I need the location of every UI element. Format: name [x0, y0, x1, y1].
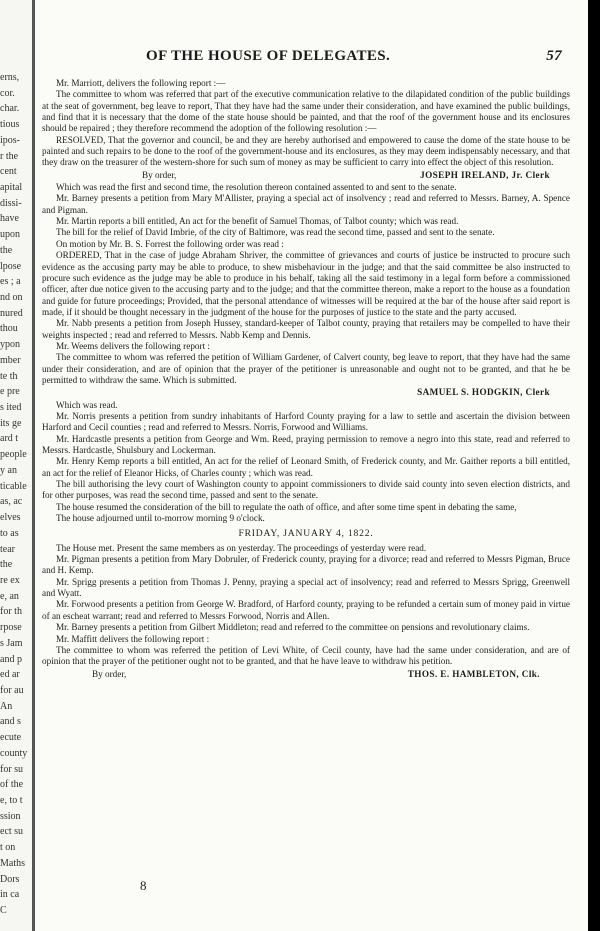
margin-fragment: people: [0, 449, 27, 460]
journal-paragraph: Mr. Forwood presents a petition from George W. Bradford, of Harford county, praying to be refunded a certain sum of money paid in virtue of an escheat warrant; read and referred to Messrs Forwood, Norris and Allen.: [42, 599, 570, 621]
journal-paragraph: Mr. Hardcastle presents a petition from George and Wm. Reed, praying permission to remove a negro into this state, read and referred to Messrs. Hardcastle, Shulsbury and Lockerman.: [42, 433, 570, 455]
margin-fragment: to as: [0, 528, 19, 539]
margin-fragment: char.: [0, 103, 20, 114]
journal-paragraph: Mr. Henry Kemp reports a bill entitled, An act for the relief of Leonard Smith, of Frederick county, and Mr. Gaither reports a bill entitled, an act for the relief of Eleanor Hicks, of Charles county ; which was read.: [42, 456, 570, 478]
journal-paragraph: Mr. Barney presents a petition from Gilbert Middleton; read and referred to the committee on pensions and revolutionary claims.: [56, 622, 530, 633]
margin-fragment: ecute: [0, 732, 22, 743]
margin-fragment: e, an: [0, 591, 19, 602]
facing-page-margin: [0, 0, 33, 931]
margin-fragment: ticable: [0, 481, 27, 492]
journal-paragraph: Mr. Maffitt delivers the following report :: [56, 633, 210, 644]
margin-fragment: nd on: [0, 292, 23, 303]
margin-fragment: mber: [0, 355, 21, 366]
margin-fragment: dissi-: [0, 198, 22, 209]
margin-fragment: nured: [0, 308, 23, 319]
margin-fragment: thou: [0, 323, 18, 334]
margin-fragment: and s: [0, 716, 21, 727]
page-title: OF THE HOUSE OF DELEGATES.: [146, 48, 391, 64]
journal-paragraph: The committee to whom was referred that part of the executive communication relative to the dilapidated condition of the public buildings at the seat of government, beg leave to report, That they have had the same under their consideration, and have examined the public buildings, and find that it is necessary that the dome of the state house should be painted, and that the roof of the government house and its enclosures should be repaired ; they therefore recommend the adoption of the following resolution :—: [42, 89, 570, 134]
margin-fragment: es ; a: [0, 276, 21, 287]
by-order-label: By order,: [92, 668, 127, 679]
margin-fragment: Dors: [0, 874, 20, 885]
journal-paragraph: ORDERED, That in the case of judge Abraham Shriver, the committee of grievances and courts of justice be instructed to procure such evidence as the accusing party may be able to produce, to shew misbehaviour in the judge; and that the said committee be also instructed to procure such evidence as the judge may be able to produce in his behalf, taking all the said testimony in a legal form before a commissioned officer, after due notice given to the accusing party and to the judge; and that the committee thereon, make a report to the house as a foundation and guide for future proceedings; Provided, that the personal attendance of witnesses will be required at the bar of the house after said report is made, if it should be thought necessary in the judgment of the house for the purposes of justice to the state and the party accused.: [42, 250, 570, 317]
clerk-name: THOS. E. HAMBLETON, Clk.: [407, 668, 540, 679]
margin-fragment: s Jam: [0, 638, 23, 649]
margin-fragment: the: [0, 245, 13, 256]
by-order-label: By order,: [142, 169, 177, 180]
margin-fragment: te th: [0, 371, 18, 382]
margin-fragment: the: [0, 559, 13, 570]
page-number: 57: [546, 48, 562, 64]
journal-paragraph: Mr. Pigman presents a petition from Mary Dobruler, of Frederick county, praying for a divorce; read and referred to Messrs Pigman, Bruce and H. Kemp.: [42, 554, 570, 576]
clerk-signature: [42, 387, 570, 398]
margin-fragment: r the: [0, 151, 19, 162]
journal-paragraph: Mr. Marriott, delivers the following report :—: [56, 78, 226, 88]
journal-paragraph: Which was read the first and second time, the resolution thereon contained assented to and sent to the senate.: [56, 182, 457, 193]
journal-paragraph: Mr. Norris presents a petition from sundry inhabitants of Harford County praying for a law to settle and ascertain the division between Harford and Cecil counties ; read and referred to Messrs. Norris, Forwood and Williams.: [42, 410, 570, 433]
session-date-heading: FRIDAY, JANUARY 4, 1822.: [238, 528, 374, 540]
margin-fragment: as, ac: [0, 496, 23, 507]
margin-fragment: ssion: [0, 811, 21, 822]
margin-fragment: its ge: [0, 418, 22, 429]
clerk-name: SAMUEL S. HODGKIN, Clerk: [417, 387, 550, 398]
journal-paragraph: Mr. Martin reports a bill entitled, An act for the benefit of Samuel Thomas, of Talbot county; which was read.: [56, 216, 459, 227]
margin-fragment: t on: [0, 842, 16, 853]
journal-paragraph: The House met. Present the same members as on yesterday. The proceedings of yesterday were read.: [56, 542, 427, 553]
margin-fragment: rpose: [0, 622, 22, 633]
journal-paragraph: RESOLVED, That the governor and council, be and they are hereby authorised and empowered to cause the dome of the state house to be painted and such repairs to be done to the roof of the government-house and its enclosures, as they may deem indispensably necessary, and that they draw on the treasurer of the western-shore for such sum of money as may be sufficient to carry into effect the object of this resolution.: [42, 134, 570, 168]
margin-fragment: ect su: [0, 826, 24, 837]
margin-fragment: county: [0, 748, 28, 759]
margin-fragment: ed ar: [0, 669, 20, 680]
margin-fragment: tear: [0, 544, 15, 555]
margin-fragment: upon: [0, 229, 20, 240]
journal-paragraph: The bill for the relief of David Imbrie, of the city of Baltimore, was read the second time, passed and sent to the senate.: [56, 227, 495, 238]
signature-mark: 8: [140, 878, 147, 893]
margin-fragment: for th: [0, 606, 22, 617]
clerk-signature: [42, 170, 570, 181]
journal-paragraph: The committee to whom was referred the petition of Levi White, of Cecil county, have had the same under consideration, and are of opinion that the prayer of the petitioner ought not to be granted, and that he have leave to withdraw his petition.: [42, 644, 570, 667]
margin-fragment: y an: [0, 465, 17, 476]
margin-fragment: and p: [0, 654, 22, 665]
margin-fragment: ypon: [0, 339, 20, 350]
final-clerk-signature: [42, 669, 570, 680]
journal-paragraph: Which was read.: [56, 399, 118, 410]
margin-fragment: of the: [0, 779, 24, 790]
clerk-name: JOSEPH IRELAND, Jr. Clerk: [420, 169, 550, 180]
journal-paragraph: Mr. Barney presents a petition from Mary M'Allister, praying a special act of insolvency ; read and referred to Messrs. Barney, A. Spence and Pigman.: [42, 193, 570, 215]
margin-fragment: e pre: [0, 386, 20, 397]
journal-paragraph: The bill authorising the levy court of Washington county to appoint commissioners to divide said county into seven election districts, and for other purposes, was read the second time, passed and sent to the senate.: [42, 479, 570, 501]
margin-fragment: erns,: [0, 72, 20, 83]
journal-body: [42, 78, 570, 680]
margin-fragment: for su: [0, 764, 24, 775]
margin-fragment: An: [0, 701, 13, 712]
margin-fragment: for au: [0, 685, 24, 696]
margin-fragment: tious: [0, 119, 20, 130]
margin-fragment: C: [0, 905, 7, 916]
margin-fragment: lpose: [0, 261, 22, 272]
margin-fragment: Maths: [0, 858, 25, 869]
journal-paragraph: Mr. Weems delivers the following report :: [56, 340, 210, 351]
margin-fragment: e, to t: [0, 795, 23, 806]
margin-fragment: ipos-: [0, 135, 20, 146]
journal-paragraph: Mr. Nabb presents a petition from Joseph Hussey, standard-keeper of Talbot county, praying that retailers may be compelled to have their weights inspected ; read and referred to Messrs. Nabb Kemp and Dennis.: [42, 318, 570, 340]
margin-fragment: elves: [0, 512, 21, 523]
margin-fragment: apital: [0, 182, 23, 193]
journal-paragraph: The house resumed the consideration of the bill to regulate the oath of office, and after some time spent in debating the same,: [56, 501, 517, 512]
margin-fragment: re ex: [0, 575, 20, 586]
margin-fragment: have: [0, 213, 19, 224]
journal-paragraph: The house adjourned until to-morrow morning 9 o'clock.: [56, 513, 265, 524]
column-rule: [32, 0, 35, 931]
journal-paragraph: Mr. Sprigg presents a petition from Thomas J. Penny, praying a special act of insolvency; read and referred to Messrs Sprigg, Greenwell and Wyatt.: [42, 576, 570, 599]
margin-fragment: in ca: [0, 889, 20, 900]
margin-fragment: s ited: [0, 402, 22, 413]
margin-fragment: ard t: [0, 433, 19, 444]
journal-paragraph: On motion by Mr. B. S. Forrest the following order was read :: [56, 238, 284, 249]
margin-fragment: cor.: [0, 88, 15, 99]
scan-edge: [588, 0, 600, 931]
margin-fragment: cent: [0, 166, 17, 177]
journal-paragraph: The committee to whom was referred the petition of William Gardener, of Calvert county, beg leave to report, that they have had the same under their consideration, and are of opinion that the prayer of the petitioner is unreasonable and ought not to be granted, and that he be permitted to withdraw the same. Which is submitted.: [42, 352, 570, 385]
